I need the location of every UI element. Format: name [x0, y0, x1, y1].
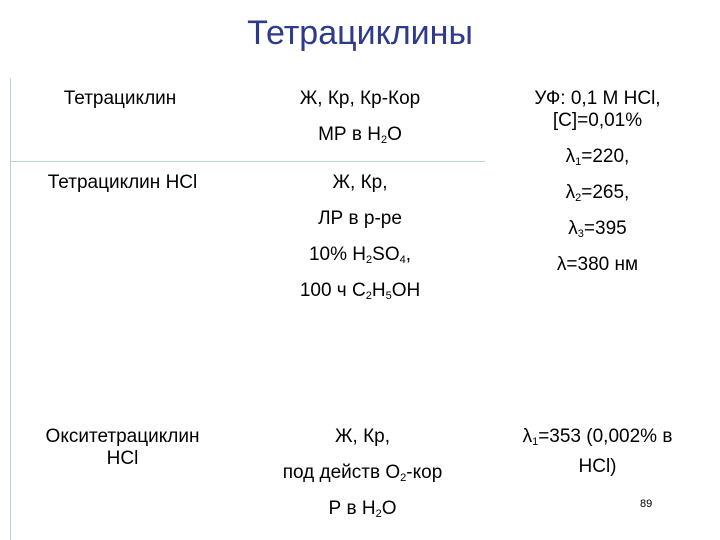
- uv-concentration: [C]=0,01%: [552, 110, 643, 131]
- table-left-border: [10, 78, 11, 540]
- uv-lambda-1: $\lambda_1=220$,: [565, 146, 630, 168]
- uv-lambda-2: $\lambda_2=265$,: [565, 182, 630, 204]
- drug-name-tetracycline: [20, 88, 220, 110]
- uv-lambda-max: λ=380 нм: [556, 254, 639, 275]
- page-number: 89: [640, 498, 653, 510]
- uv-conditions: НСl): [578, 456, 617, 477]
- properties-line: под действ $О_2$-кор: [282, 462, 443, 484]
- properties-line: 100 ч $С_2Н_5ОН$: [299, 280, 421, 302]
- drug-properties-tetracycline-hcl: [250, 172, 470, 302]
- drug-name-oxytetracycline-hcl: [15, 426, 230, 470]
- uv-lambda-3: $\lambda_3=395$: [568, 218, 627, 240]
- properties-line: ЛР в р-ре: [318, 208, 402, 229]
- properties-line: Р в $Н_2О$: [328, 498, 397, 520]
- properties-line: Ж, Кр, Кр-Кор: [299, 88, 421, 109]
- drug-name-tetracycline-hcl: [15, 172, 230, 194]
- uv-spectrum-info: [480, 88, 715, 276]
- drug-name-text: Окситетрациклин: [45, 426, 200, 447]
- page-title: Тетрациклины: [247, 14, 473, 52]
- drug-properties-oxytetracycline-hcl: [240, 426, 485, 520]
- drug-name-text: Тетрациклин: [63, 88, 177, 109]
- uv-lambda-1: $\lambda_1=353$ (0,002% в: [522, 426, 673, 448]
- uv-spectrum-oxytetracycline: [485, 426, 710, 478]
- table-row-divider: [10, 161, 485, 162]
- drug-name-text: Тетрациклин НСl: [47, 172, 198, 193]
- properties-line: 10% $Н_2SO_4$,: [308, 244, 411, 266]
- properties-line: Ж, Кр,: [332, 172, 388, 193]
- properties-line: МР в $Н_2О$: [318, 124, 402, 146]
- drug-name-text: НСl: [106, 448, 139, 469]
- drug-properties-tetracycline: [245, 88, 475, 146]
- properties-line: Ж, Кр,: [334, 426, 390, 447]
- uv-conditions: УФ: 0,1 М НСl,: [534, 88, 661, 109]
